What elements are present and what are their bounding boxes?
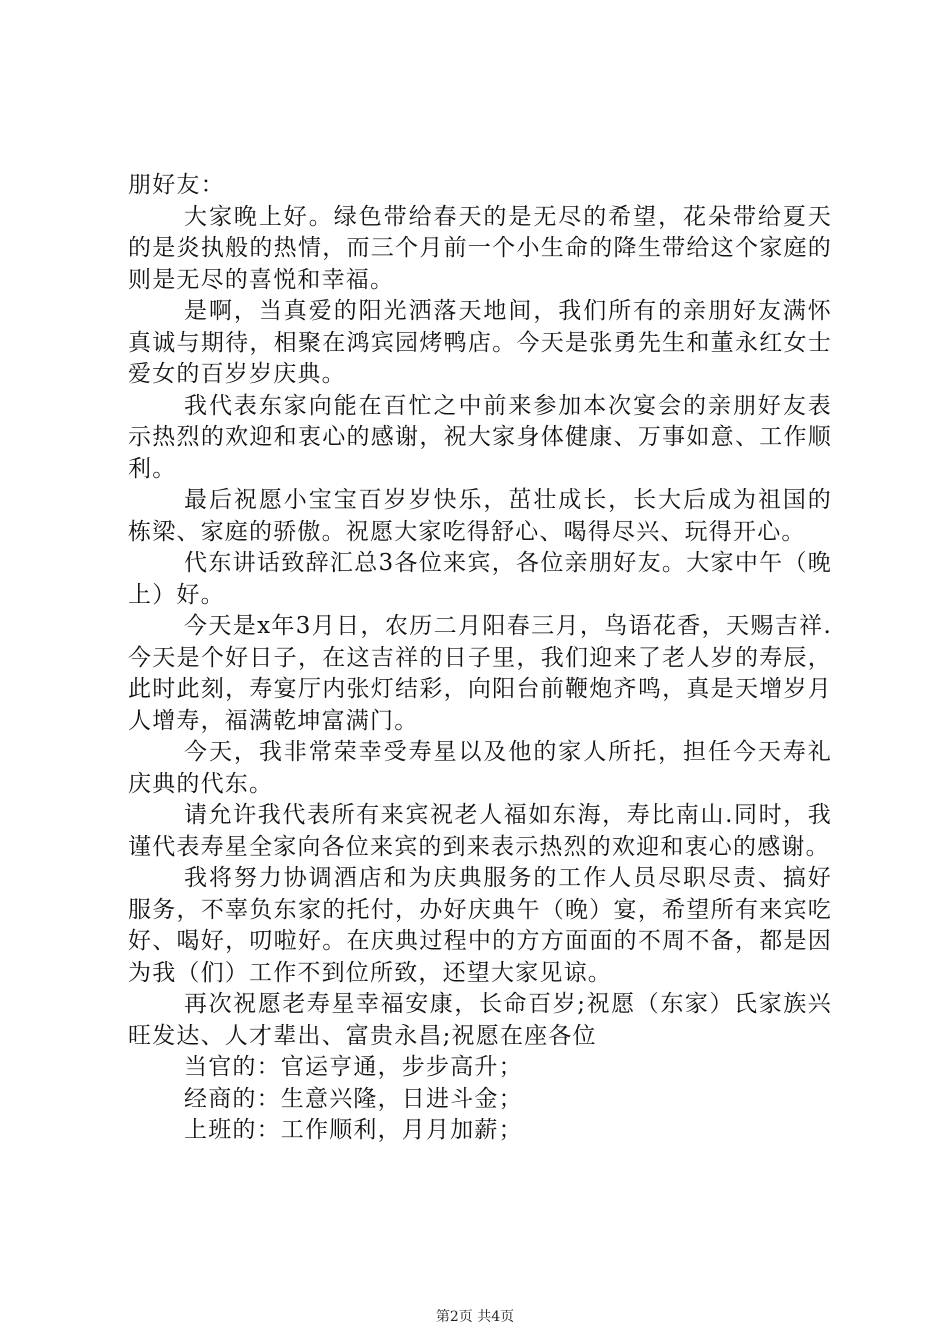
paragraph: 今天是x年3月日，农历二月阳春三月，鸟语花香，天赐吉祥.今天是个好日子，在这吉祥的日子里，我们迎来了老人岁的寿辰，此时此刻，寿宴厅内张灯结彩，向阳台前鞭炮齐鸣，真是天增岁月人增寿，福满乾坤富满门。: [128, 613, 832, 734]
paragraph: 代东讲话致辞汇总3各位来宾，各位亲朋好友。大家中午（晚上）好。: [128, 550, 832, 608]
paragraph: 我代表东家向能在百忙之中前来参加本次宴会的亲朋好友表示热烈的欢迎和衷心的感谢，祝大家身体健康、万事如意、工作顺利。: [128, 392, 832, 482]
wish-line-merchants: 经商的：生意兴隆，日进斗金；: [184, 1085, 523, 1112]
paragraph: 最后祝愿小宝宝百岁岁快乐，茁壮成长，长大后成为祖国的栋梁、家庭的骄傲。祝愿大家吃得舒心、喝得尽兴、玩得开心。: [128, 487, 832, 545]
paragraph: 是啊，当真爱的阳光洒落天地间，我们所有的亲朋好友满怀真诚与期待，相聚在鸿宾园烤鸭店。今天是张勇先生和董永红女士爱女的百岁岁庆典。: [128, 298, 832, 387]
paragraph: 再次祝愿老寿星幸福安康，长命百岁;祝愿（东家）氏家族兴旺发达、人才辈出、富贵永昌;祝愿在座各位: [128, 991, 832, 1049]
document-body: [128, 170, 832, 1147]
page-number-footer: 第2页 共4页: [435, 1309, 515, 1325]
paragraph: 请允许我代表所有来宾祝老人福如东海，寿比南山.同时，我谨代表寿星全家向各位来宾的到来表示热烈的欢迎和衷心的感谢。: [128, 802, 832, 860]
wish-line-workers: 上班的：工作顺利，月月加薪；: [184, 1117, 523, 1143]
paragraph: 今天，我非常荣幸受寿星以及他的家人所托，担任今天寿礼庆典的代东。: [128, 739, 832, 797]
paragraph: 大家晚上好。绿色带给春天的是无尽的希望，花朵带给夏天的是炎执般的热情，而三个月前一个小生命的降生带给这个家庭的则是无尽的喜悦和幸福。: [128, 203, 832, 293]
wish-line-officials: 当官的：官运亨通，步步高升；: [184, 1054, 523, 1080]
paragraph: 我将努力协调酒店和为庆典服务的工作人员尽职尽责、搞好服务，不辜负东家的托付，办好庆典午（晚）宴，希望所有来宾吃好、喝好，叨啦好。在庆典过程中的方方面面的不周不备，都是因为我（们）工作不到位所致，还望大家见谅。: [128, 865, 832, 986]
paragraph-salutation: 朋好友：: [128, 172, 225, 198]
